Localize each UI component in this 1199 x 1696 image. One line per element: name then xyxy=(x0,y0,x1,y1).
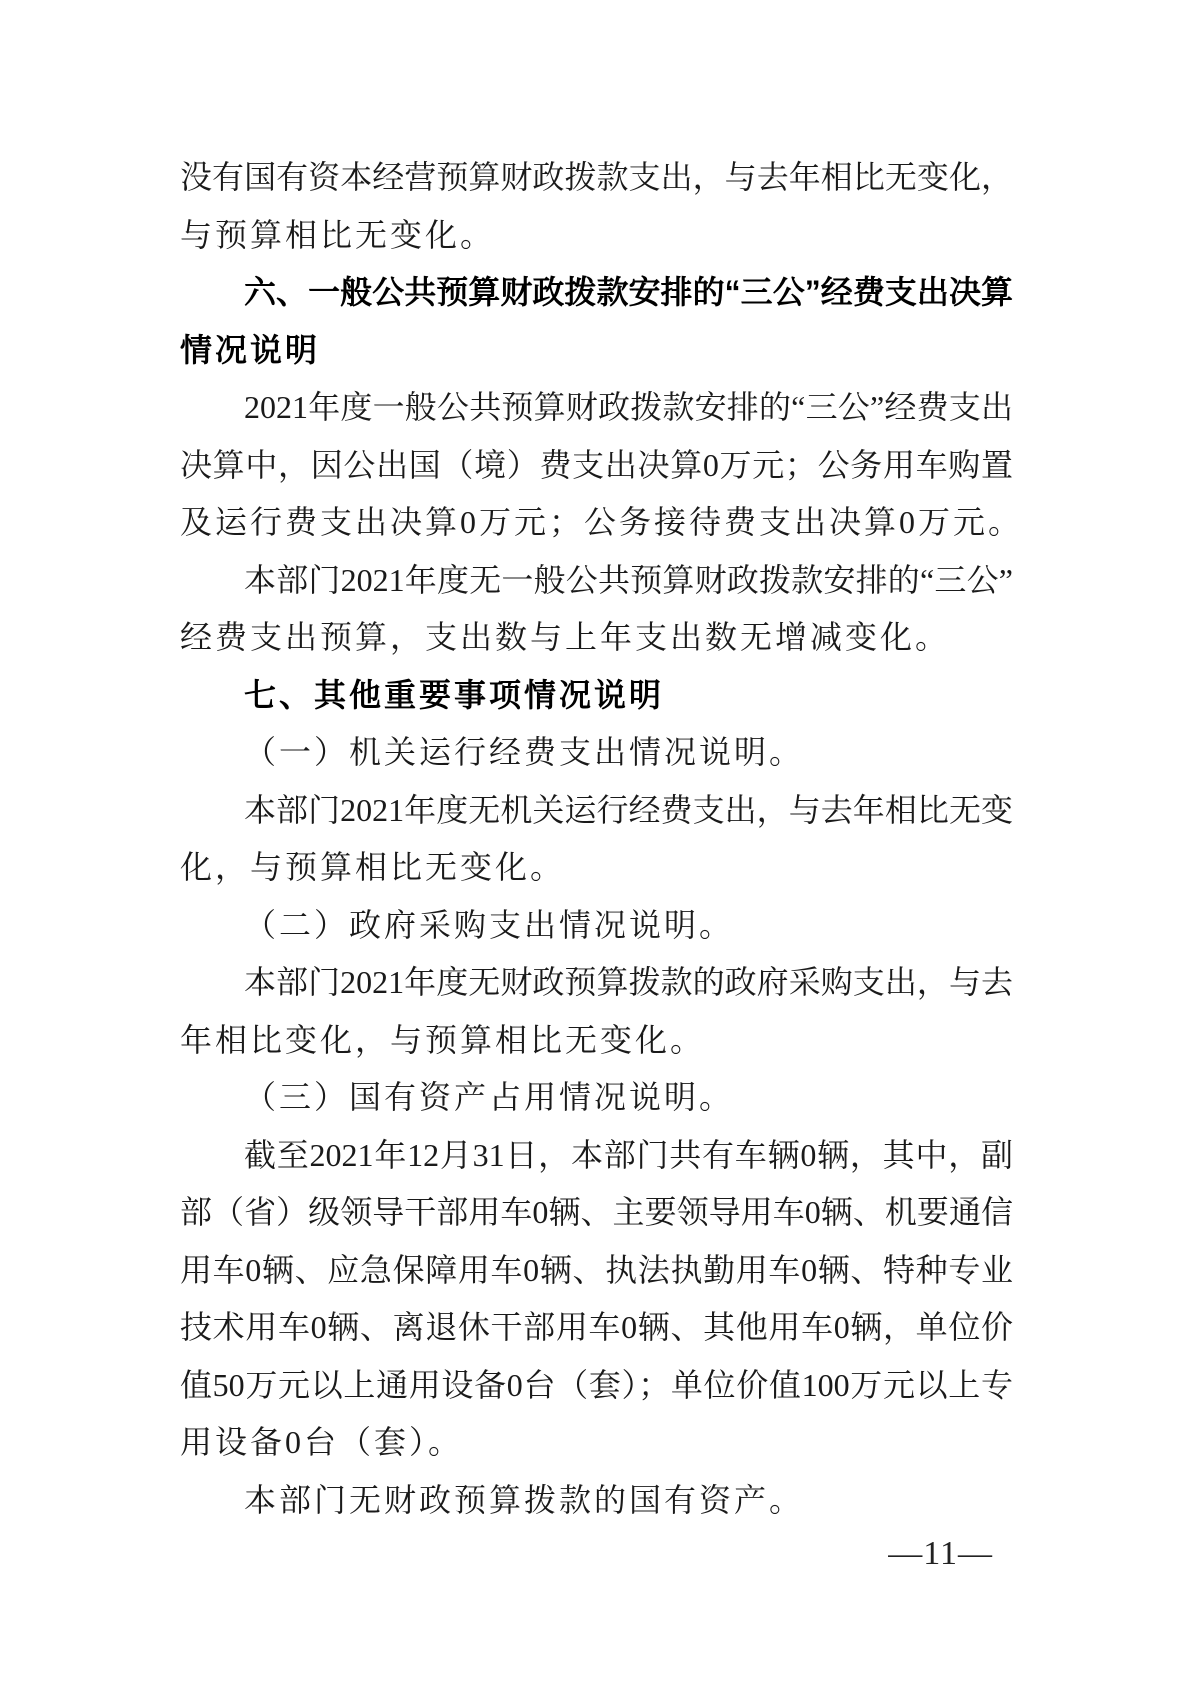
text-line-12: 本部门2021年度无机关运行经费支出，与去年相比无变 xyxy=(244,791,1013,828)
text-line-20: 用车0辆、应急保障用车0辆、执法执勤用车0辆、特种专业 xyxy=(180,1251,1013,1288)
text-line-24: 本部门无财政预算拨款的国有资产。 xyxy=(244,1481,805,1518)
text-line-17: （三）国有资产占用情况说明。 xyxy=(244,1079,735,1115)
text-line-23: 用设备0台（套）。 xyxy=(180,1424,464,1460)
document-body xyxy=(180,149,1024,1529)
text-line-10: 七、其他重要事项情况说明 xyxy=(244,676,665,713)
text-line-6: 决算中，因公出国（境）费支出决算0万元；公务用车购置 xyxy=(180,446,1013,483)
text-line-4: 情况说明 xyxy=(180,331,321,368)
text-line-21: 技术用车0辆、离退休干部用车0辆、其他用车0辆，单位价 xyxy=(180,1309,1013,1345)
text-line-18: 截至2021年12月31日，本部门共有车辆0辆，其中，副 xyxy=(244,1136,1013,1173)
text-line-5: 2021年度一般公共预算财政拨款安排的“三公”经费支出 xyxy=(244,389,1013,425)
text-line-2: 与预算相比无变化。 xyxy=(180,216,496,253)
text-line-15: 本部门2021年度无财政预算拨款的政府采购支出，与去 xyxy=(244,964,1013,1000)
text-line-8: 本部门2021年度无一般公共预算财政拨款安排的“三公” xyxy=(244,561,1013,598)
text-line-19: 部（省）级领导干部用车0辆、主要领导用车0辆、机要通信 xyxy=(180,1194,1013,1230)
text-line-7: 及运行费支出决算0万元；公务接待费支出决算0万元。 xyxy=(180,504,1024,540)
page-number: —11— xyxy=(888,1535,993,1572)
text-line-1: 没有国有资本经营预算财政拨款支出，与去年相比无变化， xyxy=(180,159,1013,195)
text-line-9: 经费支出预算，支出数与上年支出数无增减变化。 xyxy=(180,619,951,655)
text-line-14: （二）政府采购支出情况说明。 xyxy=(244,906,735,943)
text-line-16: 年相比变化，与预算相比无变化。 xyxy=(180,1021,706,1058)
text-line-11: （一）机关运行经费支出情况说明。 xyxy=(244,734,805,770)
text-line-13: 化，与预算相比无变化。 xyxy=(180,849,566,885)
text-line-22: 值50万元以上通用设备0台（套）；单位价值100万元以上专 xyxy=(180,1366,1013,1403)
text-line-3: 六、一般公共预算财政拨款安排的“三公”经费支出决算 xyxy=(244,274,1013,310)
